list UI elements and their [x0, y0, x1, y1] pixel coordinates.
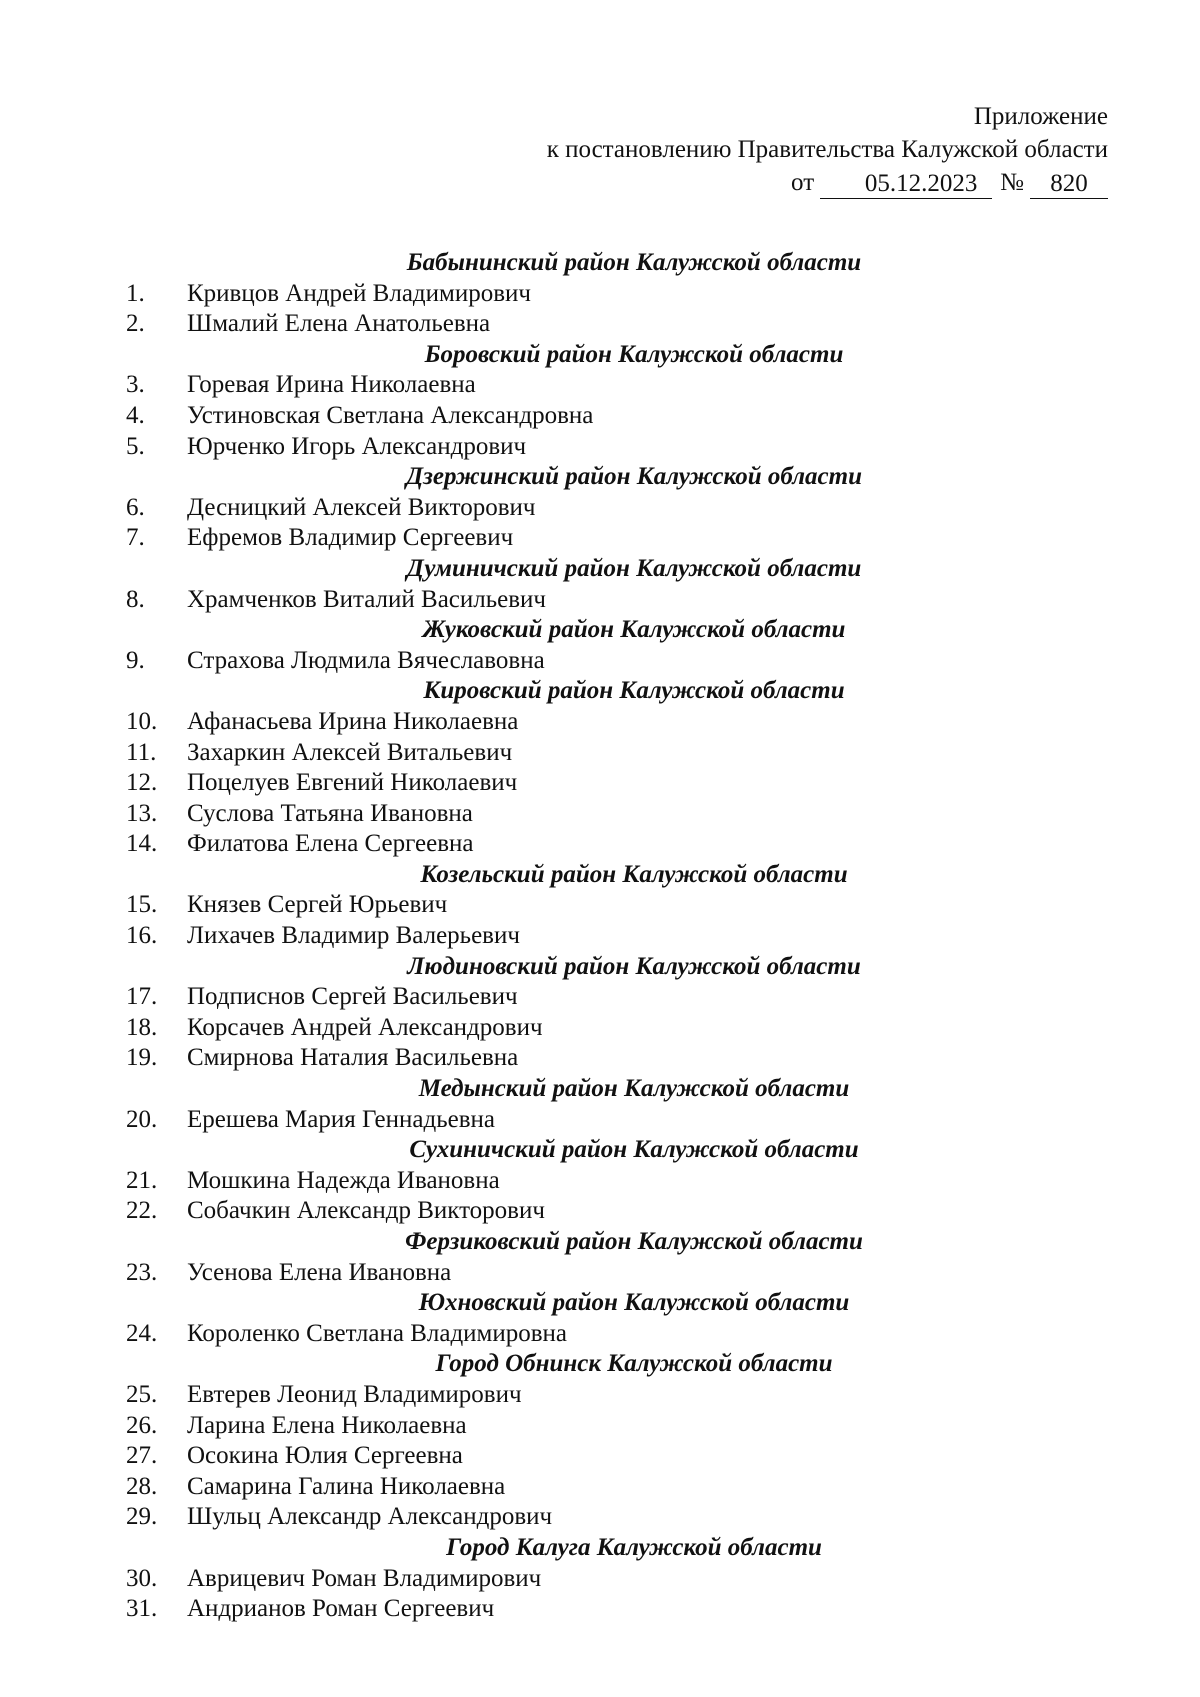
person-name: Мошкина Надежда Ивановна — [187, 1166, 500, 1194]
decree-number: 820 — [1030, 170, 1108, 199]
list-item — [0, 890, 1200, 921]
district-heading: Козельский район Калужской области — [420, 860, 848, 888]
list-item — [0, 707, 1200, 738]
item-number: 8. — [126, 585, 145, 613]
person-name: Смирнова Наталия Васильевна — [187, 1044, 519, 1072]
list-item — [0, 646, 1200, 677]
item-number: 1. — [126, 279, 145, 307]
person-name: Юрченко Игорь Александрович — [187, 432, 527, 460]
item-number: 25. — [126, 1380, 158, 1408]
item-number: 18. — [126, 1013, 158, 1041]
person-name: Ларина Елена Николаевна — [187, 1411, 467, 1439]
item-number: 7. — [126, 524, 145, 552]
person-name: Лихачев Владимир Валерьевич — [187, 922, 520, 950]
person-name: Страхова Людмила Вячеславовна — [187, 646, 545, 674]
person-name: Устиновская Светлана Александровна — [187, 401, 594, 429]
item-number: 9. — [126, 646, 145, 674]
person-name: Подписнов Сергей Васильевич — [187, 983, 518, 1011]
item-number: 27. — [126, 1442, 158, 1470]
list-item — [0, 921, 1200, 952]
item-number: 5. — [126, 432, 145, 460]
person-name: Захаркин Алексей Витальевич — [187, 738, 513, 766]
list-item — [0, 1472, 1200, 1503]
item-number: 31. — [126, 1595, 158, 1623]
list-item — [0, 493, 1200, 524]
district-heading: Ферзиковский район Калужской области — [405, 1228, 863, 1255]
item-number: 23. — [126, 1258, 158, 1286]
list-item — [0, 1380, 1200, 1411]
district-heading: Бабынинский район Калужской области — [406, 249, 862, 276]
list-item — [0, 1043, 1200, 1074]
person-name: Князев Сергей Юрьевич — [187, 891, 448, 919]
item-number: 28. — [126, 1472, 158, 1500]
district-heading: Думиничский район Калужской области — [406, 554, 862, 582]
list-item — [0, 370, 1200, 401]
district-heading: Медынский район Калужской области — [418, 1075, 850, 1103]
list-item — [0, 1196, 1200, 1227]
appendix-header — [547, 100, 1108, 199]
district-heading: Юхновский район Калужской области — [418, 1289, 850, 1317]
item-number: 13. — [126, 799, 158, 827]
list-item — [0, 1166, 1200, 1197]
list-item — [0, 1502, 1200, 1533]
list-item — [0, 768, 1200, 799]
item-number: 20. — [126, 1105, 158, 1133]
list-item — [0, 799, 1200, 830]
list-item — [0, 982, 1200, 1013]
district-heading: Город Обнинск Калужской области — [435, 1350, 833, 1378]
person-name: Собачкин Александр Викторович — [187, 1197, 545, 1225]
person-name: Короленко Светлана Владимировна — [187, 1319, 568, 1347]
person-name: Филатова Елена Сергеевна — [187, 830, 474, 858]
person-name: Кривцов Андрей Владимирович — [187, 279, 531, 307]
item-number: 22. — [126, 1197, 158, 1225]
person-name: Десницкий Алексей Викторович — [187, 493, 536, 521]
person-name: Шмалий Елена Анатольевна — [187, 310, 491, 338]
person-name: Андрианов Роман Сергеевич — [187, 1595, 495, 1623]
list-item — [0, 829, 1200, 860]
item-number: 19. — [126, 1044, 158, 1072]
person-name: Храмченков Виталий Васильевич — [187, 585, 547, 613]
item-number: 29. — [126, 1503, 158, 1531]
list-item — [0, 1411, 1200, 1442]
decree-date-line — [547, 166, 1108, 199]
appendix-subtitle: к постановлению Правительства Калужской области — [546, 136, 1108, 163]
district-heading: Город Калуга Калужской области — [446, 1533, 822, 1561]
person-name: Самарина Галина Николаевна — [187, 1472, 506, 1500]
district-heading: Кировский район Калужской области — [423, 677, 845, 705]
item-number: 2. — [126, 310, 145, 338]
list-item — [0, 738, 1200, 769]
item-number: 24. — [126, 1319, 158, 1347]
decree-date: 05.12.2023 — [820, 170, 992, 199]
list-item — [0, 309, 1200, 340]
person-name: Аврицевич Роман Владимирович — [187, 1564, 542, 1592]
person-name: Ефремов Владимир Сергеевич — [187, 524, 514, 552]
list-item — [0, 1105, 1200, 1136]
person-name: Ерешева Мария Геннадьевна — [187, 1105, 495, 1133]
person-name: Поцелуев Евгений Николаевич — [187, 769, 518, 797]
item-number: 11. — [126, 738, 157, 766]
person-name: Горевая Ирина Николаевна — [187, 371, 476, 399]
item-number: 16. — [126, 922, 158, 950]
person-name: Осокина Юлия Сергеевна — [187, 1442, 463, 1470]
district-heading: Людиновский район Калужской области — [407, 952, 861, 980]
item-number: 21. — [126, 1166, 158, 1194]
appendix-title: Приложение — [973, 103, 1108, 130]
item-number: 17. — [126, 983, 158, 1011]
district-heading: Боровский район Калужской области — [424, 340, 844, 368]
item-number: 6. — [126, 493, 145, 521]
list-item — [0, 1258, 1200, 1289]
list-item — [0, 1013, 1200, 1044]
list-item — [0, 1319, 1200, 1350]
member-list — [0, 248, 1200, 1625]
list-item — [0, 401, 1200, 432]
person-name: Шульц Александр Александрович — [187, 1503, 553, 1531]
district-heading: Жуковский район Калужской области — [422, 616, 846, 644]
item-number: 14. — [126, 830, 158, 858]
item-number: 12. — [126, 769, 158, 797]
item-number: 26. — [126, 1411, 158, 1439]
list-item — [0, 1564, 1200, 1595]
item-number: 30. — [126, 1564, 158, 1592]
list-item — [0, 585, 1200, 616]
number-sign: № — [1000, 169, 1024, 196]
district-heading: Дзержинский район Калужской области — [406, 463, 862, 491]
list-item — [0, 1594, 1200, 1625]
item-number: 3. — [126, 371, 145, 399]
list-item — [0, 432, 1200, 463]
person-name: Усенова Елена Ивановна — [187, 1258, 452, 1286]
list-item — [0, 279, 1200, 310]
person-name: Евтерев Леонид Владимирович — [187, 1380, 522, 1408]
item-number: 4. — [126, 401, 145, 429]
date-prefix: от — [791, 169, 815, 196]
person-name: Суслова Татьяна Ивановна — [187, 799, 473, 827]
district-heading: Сухиничский район Калужской области — [409, 1136, 859, 1164]
person-name: Афанасьева Ирина Николаевна — [187, 707, 519, 735]
item-number: 15. — [126, 891, 158, 919]
list-item — [0, 523, 1200, 554]
list-item — [0, 1441, 1200, 1472]
item-number: 10. — [126, 707, 158, 735]
person-name: Корсачев Андрей Александрович — [187, 1013, 543, 1041]
